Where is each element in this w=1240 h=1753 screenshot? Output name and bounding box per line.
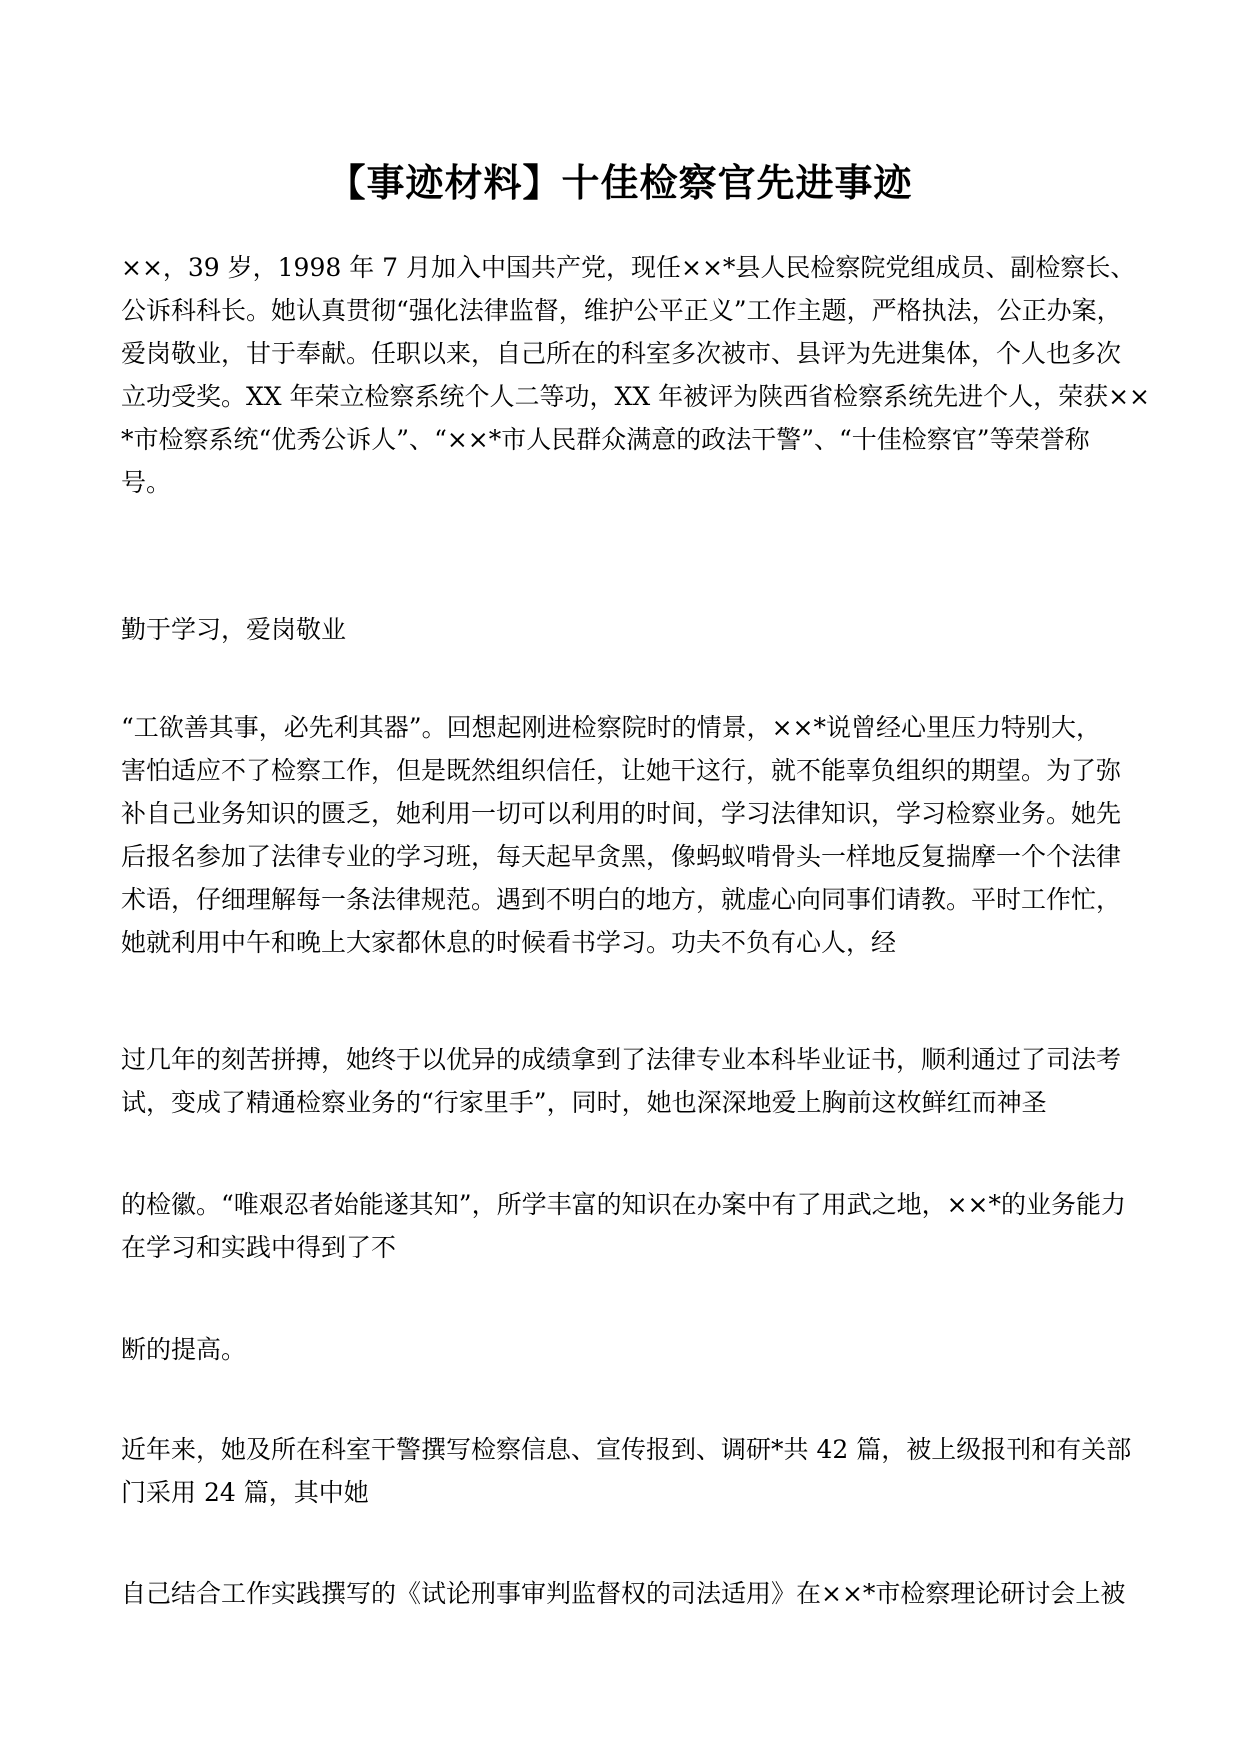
text-line: *市检察系统“优秀公诉人”、“××*市人民群众满意的政法干警”、“十佳检察官”等荣誉称 xyxy=(121,425,1090,454)
text-line: 的检徽。“唯艰忍者始能遂其知”，所学丰富的知识在办案中有了用武之地，××*的业务能力 xyxy=(121,1190,1126,1219)
text-line: 她就利用中午和晚上大家都休息的时候看书学习。功夫不负有心人，经 xyxy=(121,928,897,957)
text-line: 勤于学习，爱岗敬业 xyxy=(121,615,347,644)
text-line: 爱岗敬业，甘于奉献。任职以来，自己所在的科室多次被市、县评为先进集体，个人也多次 xyxy=(121,339,1122,368)
text-line: 补自己业务知识的匮乏，她利用一切可以利用的时间，学习法律知识，学习检察业务。她先 xyxy=(121,799,1122,828)
paragraph-graduation xyxy=(121,1038,1121,1124)
text-line: “工欲善其事，必先利其器”。回想起刚进检察院时的情景，××*说曾经心里压力特别大， xyxy=(121,713,1101,742)
text-line: 在学习和实践中得到了不 xyxy=(121,1233,397,1262)
paragraph-improvement xyxy=(121,1328,1121,1371)
text-line: 过几年的刻苦拼搏，她终于以优异的成绩拿到了法律专业本科毕业证书，顺利通过了司法考 xyxy=(121,1045,1122,1074)
text-line: 号。 xyxy=(121,468,172,497)
text-line: 害怕适应不了检察工作，但是既然组织信任，让她干这行，就不能辜负组织的期望。为了弥 xyxy=(121,756,1122,785)
page-title: 【事迹材料】十佳检察官先进事迹 xyxy=(327,160,913,205)
text-line: 试，变成了精通检察业务的“行家里手”，同时，她也深深地爱上胸前这枚鲜红而神圣 xyxy=(121,1088,1047,1117)
paragraph-intro xyxy=(121,246,1150,504)
text-line: 公诉科科长。她认真贯彻“强化法律监督，维护公平正义”工作主题，严格执法，公正办案， xyxy=(121,296,1122,325)
paragraph-research xyxy=(121,1572,1126,1615)
paragraph-badge xyxy=(121,1183,1126,1269)
text-line: 后报名参加了法律专业的学习班，每天起早贪黑，像蚂蚁啃骨头一样地反复揣摩一个个法律 xyxy=(121,842,1122,871)
text-line: 术语，仔细理解每一条法律规范。遇到不明白的地方，就虚心向同事们请教。平时工作忙， xyxy=(121,885,1122,914)
paragraph-study xyxy=(121,706,1121,964)
text-line: 自己结合工作实践撰写的《试论刑事审判监督权的司法适用》在××*市检察理论研讨会上被 xyxy=(121,1579,1126,1608)
text-line: 立功受奖。XX 年荣立检察系统个人二等功，XX 年被评为陕西省检察系统先进个人，荣获×× xyxy=(121,382,1150,411)
text-line: 断的提高。 xyxy=(121,1335,247,1364)
text-line: ××，39 岁，1998 年 7 月加入中国共产党，现任××*县人民检察院党组成员、副检察长、 xyxy=(121,253,1136,282)
text-line: 门采用 24 篇，其中她 xyxy=(121,1478,369,1507)
text-line: 近年来，她及所在科室干警撰写检察信息、宣传报到、调研*共 42 篇，被上级报刊和有关部 xyxy=(121,1435,1132,1464)
paragraph-publications xyxy=(121,1428,1132,1514)
section-heading xyxy=(121,608,1121,651)
